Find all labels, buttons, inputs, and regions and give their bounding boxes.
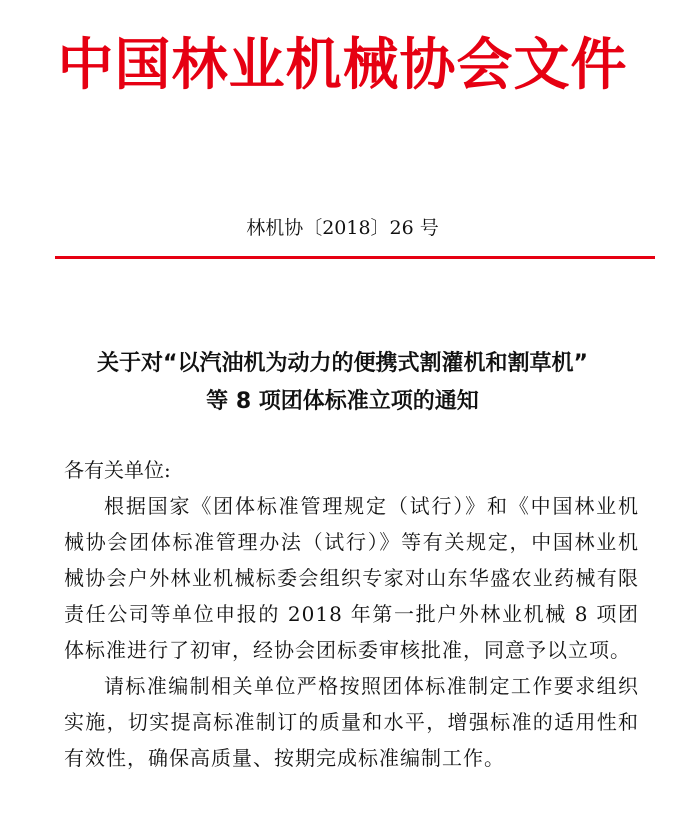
subject-line-2: 等 8 项团体标准立项的通知 xyxy=(206,389,479,414)
document-number: 林机协〔2018〕26 号 xyxy=(246,217,439,239)
document-header-title: 中国林业机械协会文件 xyxy=(57,33,628,98)
body-paragraph-2: 请标准编制相关单位严格按照团体标准制定工作要求组织实施，切实提高标准制订的质量和水平，增强标准的适用性和有效性，确保高质量、按期完成标准编制工作。 xyxy=(64,674,639,770)
notice-body xyxy=(64,452,639,776)
subject-line-1: 关于对“以汽油机为动力的便携式割灌机和割草机” xyxy=(97,351,588,376)
body-paragraph-1: 根据国家《团体标准管理规定（试行）》和《中国林业机械协会团体标准管理办法（试行）》等有关规定，中国林业机械协会户外林业机械标委会组织专家对山东华盛农业药械有限责任公司等单位申报的 2018 年第一批户外林业机械 8 项团体标准进行了初审，经协会团标委审核批准，同意予以立项。 xyxy=(64,494,639,662)
salutation: 各有关单位: xyxy=(64,458,171,482)
header-divider-line xyxy=(55,256,655,259)
notice-subject xyxy=(0,345,685,421)
